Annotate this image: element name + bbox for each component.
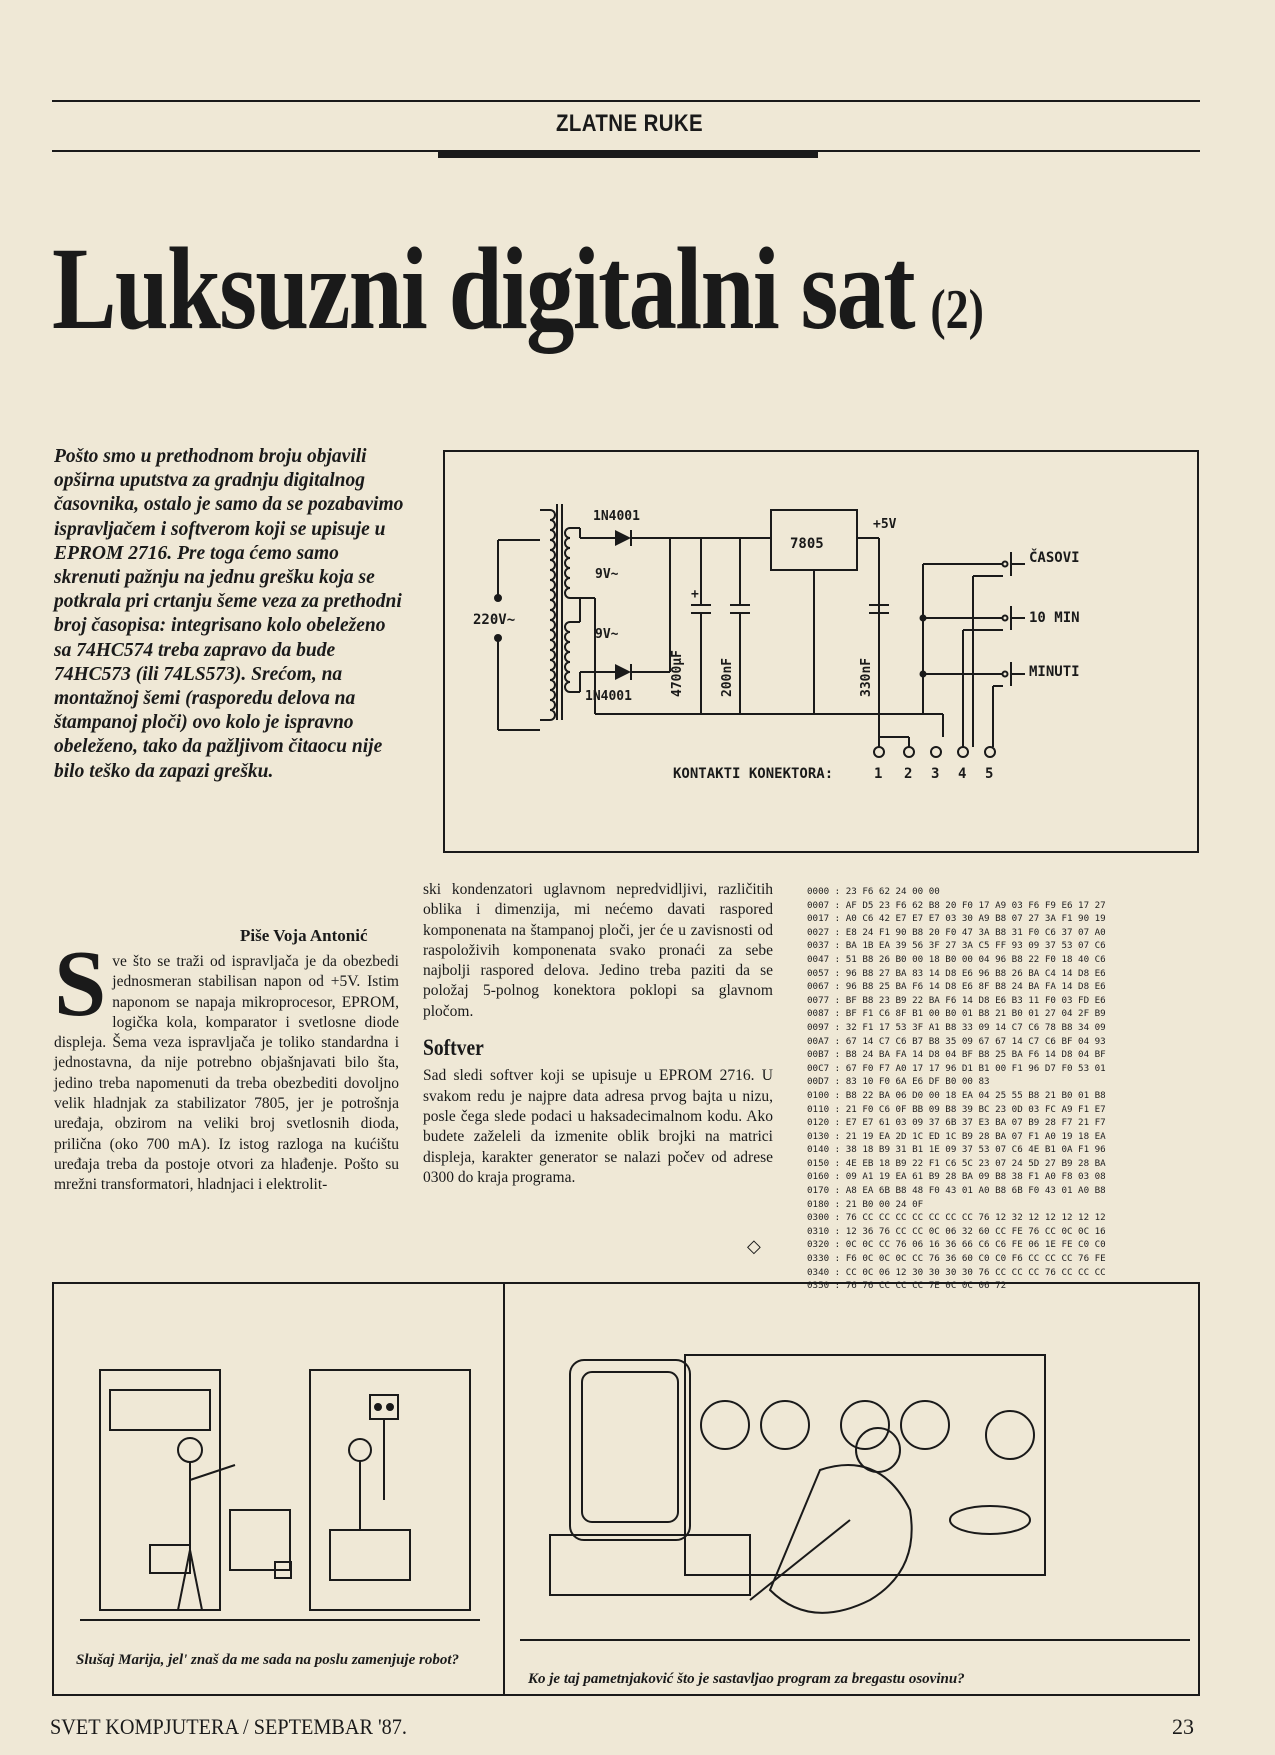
section-label: ZLATNE RUKE (556, 110, 704, 137)
body-column-1-text: ve što se traži od ispravljača je da obezbedi jednosmeran stabilisan napon od +5V. Istim naponom se napaja mikroprocesor, EPROM, logička kola, komparator i svetlosne diode displeja. Šema veza ispravljača je toliko standardna i jednostavna, da nije potrebno objašnjavati bilo šta, jedino treba napomenuti da treba obezbediti dovoljno velik hladnjak za stabilizator 7805, jer je potrošnja uređaja, obzirom na veliki broj svetlosnih dioda, prilična (oko 700 mA). Iz istog razloga na kućištu uređaja treba da postoje otvori za hlađenje. Pošto su mrežni transformatori, hladnjaci i elektrolit- (54, 953, 399, 1194)
top-rule (52, 100, 1200, 102)
cap3-label: 330nF (859, 657, 874, 697)
hex-dump-line: 0047 : 51 B8 26 B0 00 18 B0 00 04 96 B8 22 F0 18 40 C6 (807, 953, 1106, 965)
article-title (52, 223, 984, 354)
tape-reel-5 (986, 1411, 1034, 1459)
cartoon-right-caption: Ko je taj pametnjaković što je sastavljao program za bregastu osovinu? (528, 1671, 965, 1687)
footer-publication: SVET KOMPJUTERA / SEPTEMBAR '87. (50, 1714, 407, 1739)
hex-dump-line: 0057 : 96 B8 27 BA 83 14 D8 E6 96 B8 26 BA C4 14 D8 E6 (807, 967, 1106, 979)
hex-dump-line: 0330 : F6 0C 0C 0C CC 76 36 60 C0 C0 F6 CC CC CC 76 FE (807, 1253, 1106, 1265)
softver-heading: Softver (423, 1035, 484, 1061)
hex-dump-line: 0077 : BF B8 23 B9 22 BA F6 14 D8 E6 B3 11 F0 03 FD E6 (807, 994, 1106, 1006)
office-chair (770, 1465, 912, 1613)
hex-dump (807, 885, 1106, 1293)
connector-pin-1 (874, 747, 884, 757)
pin-4-label: 4 (958, 766, 967, 782)
transformer-secondary-bottom (565, 622, 580, 692)
hex-dump-line: 00C7 : 67 F0 F7 A0 17 17 96 D1 B1 00 F1 96 D7 F0 53 01 (807, 1062, 1106, 1074)
pin-3-label: 3 (931, 766, 940, 782)
secondary-bottom-label: 9V~ (595, 627, 619, 642)
hex-dump-line: 0037 : BA 1B EA 39 56 3F 27 3A C5 FF 93 09 37 53 07 C6 (807, 940, 1106, 952)
switch3-label: MINUTI (1029, 664, 1080, 680)
console-desk (550, 1535, 750, 1595)
end-of-article-mark: ◇ (747, 1236, 761, 1256)
schematic-drawing (445, 452, 1197, 851)
hex-dump-line: 0087 : BF F1 C6 8F B1 00 B0 01 B8 21 B0 01 27 04 2F B9 (807, 1008, 1106, 1020)
secondary-top-label: 9V~ (595, 567, 619, 582)
body-column-2-top: ski kondenzatori uglavnom nepredvidljivi, različitih oblika i dimenzija, mi nećemo davati raspored komponenata na štampanoj ploči, jer će u zavisnosti od raspoloživih komponenata svako pronaći za sebe najbolji raspored delova. Jedino treba paziti da se položaj 5-polnog konektora poklopi sa glavnom pločom. (423, 881, 773, 1020)
byline: Piše Voja Antonić (240, 926, 368, 945)
hex-dump-line: 0097 : 32 F1 17 53 3F A1 B8 33 09 14 C7 C6 78 B8 34 09 (807, 1021, 1106, 1033)
cake (950, 1506, 1030, 1534)
tape-reel-2 (761, 1401, 809, 1449)
transformer-primary (540, 510, 555, 720)
hex-dump-line: 0160 : 09 A1 19 EA 61 B9 28 BA 09 B8 38 F1 A0 F8 03 08 (807, 1171, 1106, 1183)
hex-dump-line: 0000 : 23 F6 62 24 00 00 (807, 886, 940, 897)
hex-dump-line: 0320 : 0C 0C CC 76 06 16 36 66 C6 C6 FE 06 1E FE C0 C0 (807, 1239, 1106, 1251)
hex-dump-line: 0310 : 12 36 76 CC CC 0C 06 32 60 CC FE 76 CC 0C 0C 16 (807, 1225, 1106, 1237)
switch1-label: ČASOVI (1029, 550, 1080, 566)
cartoon-left-caption: Slušaj Marija, jel' znaš da me sada na poslu zamenjuje robot? (76, 1652, 459, 1668)
connector-pin-4 (958, 747, 968, 757)
programmer-head (856, 1428, 900, 1472)
switch2-label: 10 MIN (1029, 610, 1080, 626)
hex-dump-line: 0120 : E7 E7 61 03 09 37 6B 37 E3 BA 07 B9 28 F7 21 F7 (807, 1117, 1106, 1129)
crt-monitor (570, 1360, 690, 1540)
tape-reel-1 (701, 1401, 749, 1449)
cap1-polarity: + (691, 587, 699, 602)
drop-cap: S (54, 932, 107, 1036)
connector-pin-2 (904, 747, 914, 757)
article-title-main: Luksuzni digitalni sat (52, 223, 914, 354)
article-title-part: (2) (930, 279, 984, 341)
hex-dump-line: 0007 : AF D5 23 F6 62 B8 20 F0 17 A9 03 F6 F9 E6 17 27 (807, 899, 1106, 911)
tape-reel-3 (841, 1401, 889, 1449)
husband-head (178, 1438, 202, 1462)
cartoon-left-illustration (60, 1300, 490, 1645)
wife-head (349, 1439, 371, 1461)
hex-dump-line: 0067 : 96 B8 25 BA F6 14 D8 E6 8F B8 24 BA FA 14 D8 E6 (807, 981, 1106, 993)
body-column-2-bottom: Sad sledi softver koji se upisuje u EPROM 2716. U svakom redu je najpre data adresa prvog bajta u nizu, posle čega slede podaci u haksadecimalnom kodu. Ako budete zaželeli da izmenite oblik brojki na matrici displeja, karakter generator se nalazi počev od adrese 0300 do kraja programa. (423, 1067, 773, 1186)
hex-dump-line: 0027 : E8 24 F1 90 B8 20 F0 47 3A B8 31 F0 C6 37 07 A0 (807, 926, 1106, 938)
tape-reel-4 (901, 1401, 949, 1449)
hex-dump-line: 0150 : 4E EB 18 B9 22 F1 C6 5C 23 07 24 5D 27 B9 28 BA (807, 1157, 1106, 1169)
mains-terminal-bottom (495, 635, 501, 641)
pin-2-label: 2 (904, 766, 913, 782)
cartoon-divider (503, 1282, 505, 1696)
pin-5-label: 5 (985, 766, 994, 782)
hex-dump-line: 0170 : A8 EA 6B B8 48 F0 43 01 A0 B8 6B F0 43 01 A0 B8 (807, 1185, 1106, 1197)
power-supply-schematic (443, 450, 1199, 853)
header-accent-bar (438, 151, 818, 158)
diode-top-label: 1N4001 (593, 509, 640, 524)
body-column-2 (423, 880, 773, 1188)
crt-screen (582, 1372, 678, 1522)
lead-paragraph: Pošto smo u prethodnom broju objavili opširna uputstva za gradnju digitalnog časovnika, ostalo je samo da se pozabavimo ispravljačem i softverom koji se upisuje u EPROM 2716. Pre toga ćemo samo skrenuti pažnju na jednu grešku koja se potkrala pri crtanju šeme veza za prethodni broj časopisa: integrisano kolo obeleženo sa 74HC574 treba zapravo da bude 74HC573 (ili 74LS573). Srećom, na montažnoj šemi (rasporedu delova na štampanoj ploči) ovo kolo je ispravno obeleženo, tako da pažljivom čitaocu nije bilo teško da zapazi grešku. (54, 446, 404, 782)
diode-bottom (615, 664, 631, 680)
diode-top (615, 530, 631, 546)
cap1-label: 4700µF (670, 650, 685, 697)
briefcase (150, 1545, 190, 1573)
hex-dump-line: 0350 : 76 76 CC CC CC 7E 0C 0C 06 72 (807, 1280, 1007, 1292)
vplus-label: +5V (873, 517, 897, 532)
hex-dump-line: 00A7 : 67 14 C7 C6 B7 B8 35 09 67 67 14 C7 C6 BF 04 93 (807, 1035, 1106, 1047)
hex-dump-line: 00D7 : 83 10 F0 6A E6 DF B0 00 83 (807, 1076, 990, 1088)
hex-dump-line: 0300 : 76 CC CC CC CC CC CC CC 76 12 32 12 12 12 12 12 (807, 1212, 1106, 1224)
hex-dump-line: 00B7 : B8 24 BA FA 14 D8 04 BF B8 25 BA F6 14 D8 04 BF (807, 1049, 1106, 1061)
programmer-leg (750, 1520, 850, 1600)
mains-terminal-top (495, 595, 501, 601)
hex-dump-line: 0100 : B8 22 BA 06 D0 00 18 EA 04 25 55 B8 21 B0 01 B8 (807, 1089, 1106, 1101)
hex-dump-line: 0340 : CC 0C 06 12 30 30 30 30 76 CC CC CC 76 CC CC CC (807, 1266, 1106, 1278)
mainframe-cabinets (685, 1355, 1045, 1575)
hex-dump-line: 0180 : 21 B0 00 24 0F (807, 1198, 924, 1210)
cap2-label: 200nF (720, 657, 735, 697)
hex-dump-line: 0130 : 21 19 EA 2D 1C ED 1C B9 28 BA 07 F1 A0 19 18 EA (807, 1130, 1106, 1142)
hex-dump-line: 0110 : 21 F0 C6 0F BB 09 B8 39 BC 23 0D 03 FC A9 F1 E7 (807, 1103, 1106, 1115)
transformer-secondary-top (565, 528, 580, 598)
mains-label: 220V~ (473, 612, 516, 628)
connector-label: KONTAKTI KONEKTORA: (673, 766, 834, 782)
diode-bottom-label: 1N4001 (585, 689, 632, 704)
hex-dump-line: 0017 : A0 C6 42 E7 E7 E7 03 30 A9 B8 07 27 3A F1 90 19 (807, 913, 1106, 925)
cartoon-right-illustration (520, 1300, 1190, 1665)
connector-pin-5 (985, 747, 995, 757)
hex-dump-line: 0140 : 38 18 B9 31 B1 1E 09 37 53 07 C6 4E B1 0A F1 96 (807, 1144, 1106, 1156)
pin-1-label: 1 (874, 766, 883, 782)
toilet (330, 1530, 410, 1580)
footer-page-number: 23 (1172, 1714, 1194, 1739)
regulator-label: 7805 (790, 536, 824, 552)
connector-pin-3 (931, 747, 941, 757)
